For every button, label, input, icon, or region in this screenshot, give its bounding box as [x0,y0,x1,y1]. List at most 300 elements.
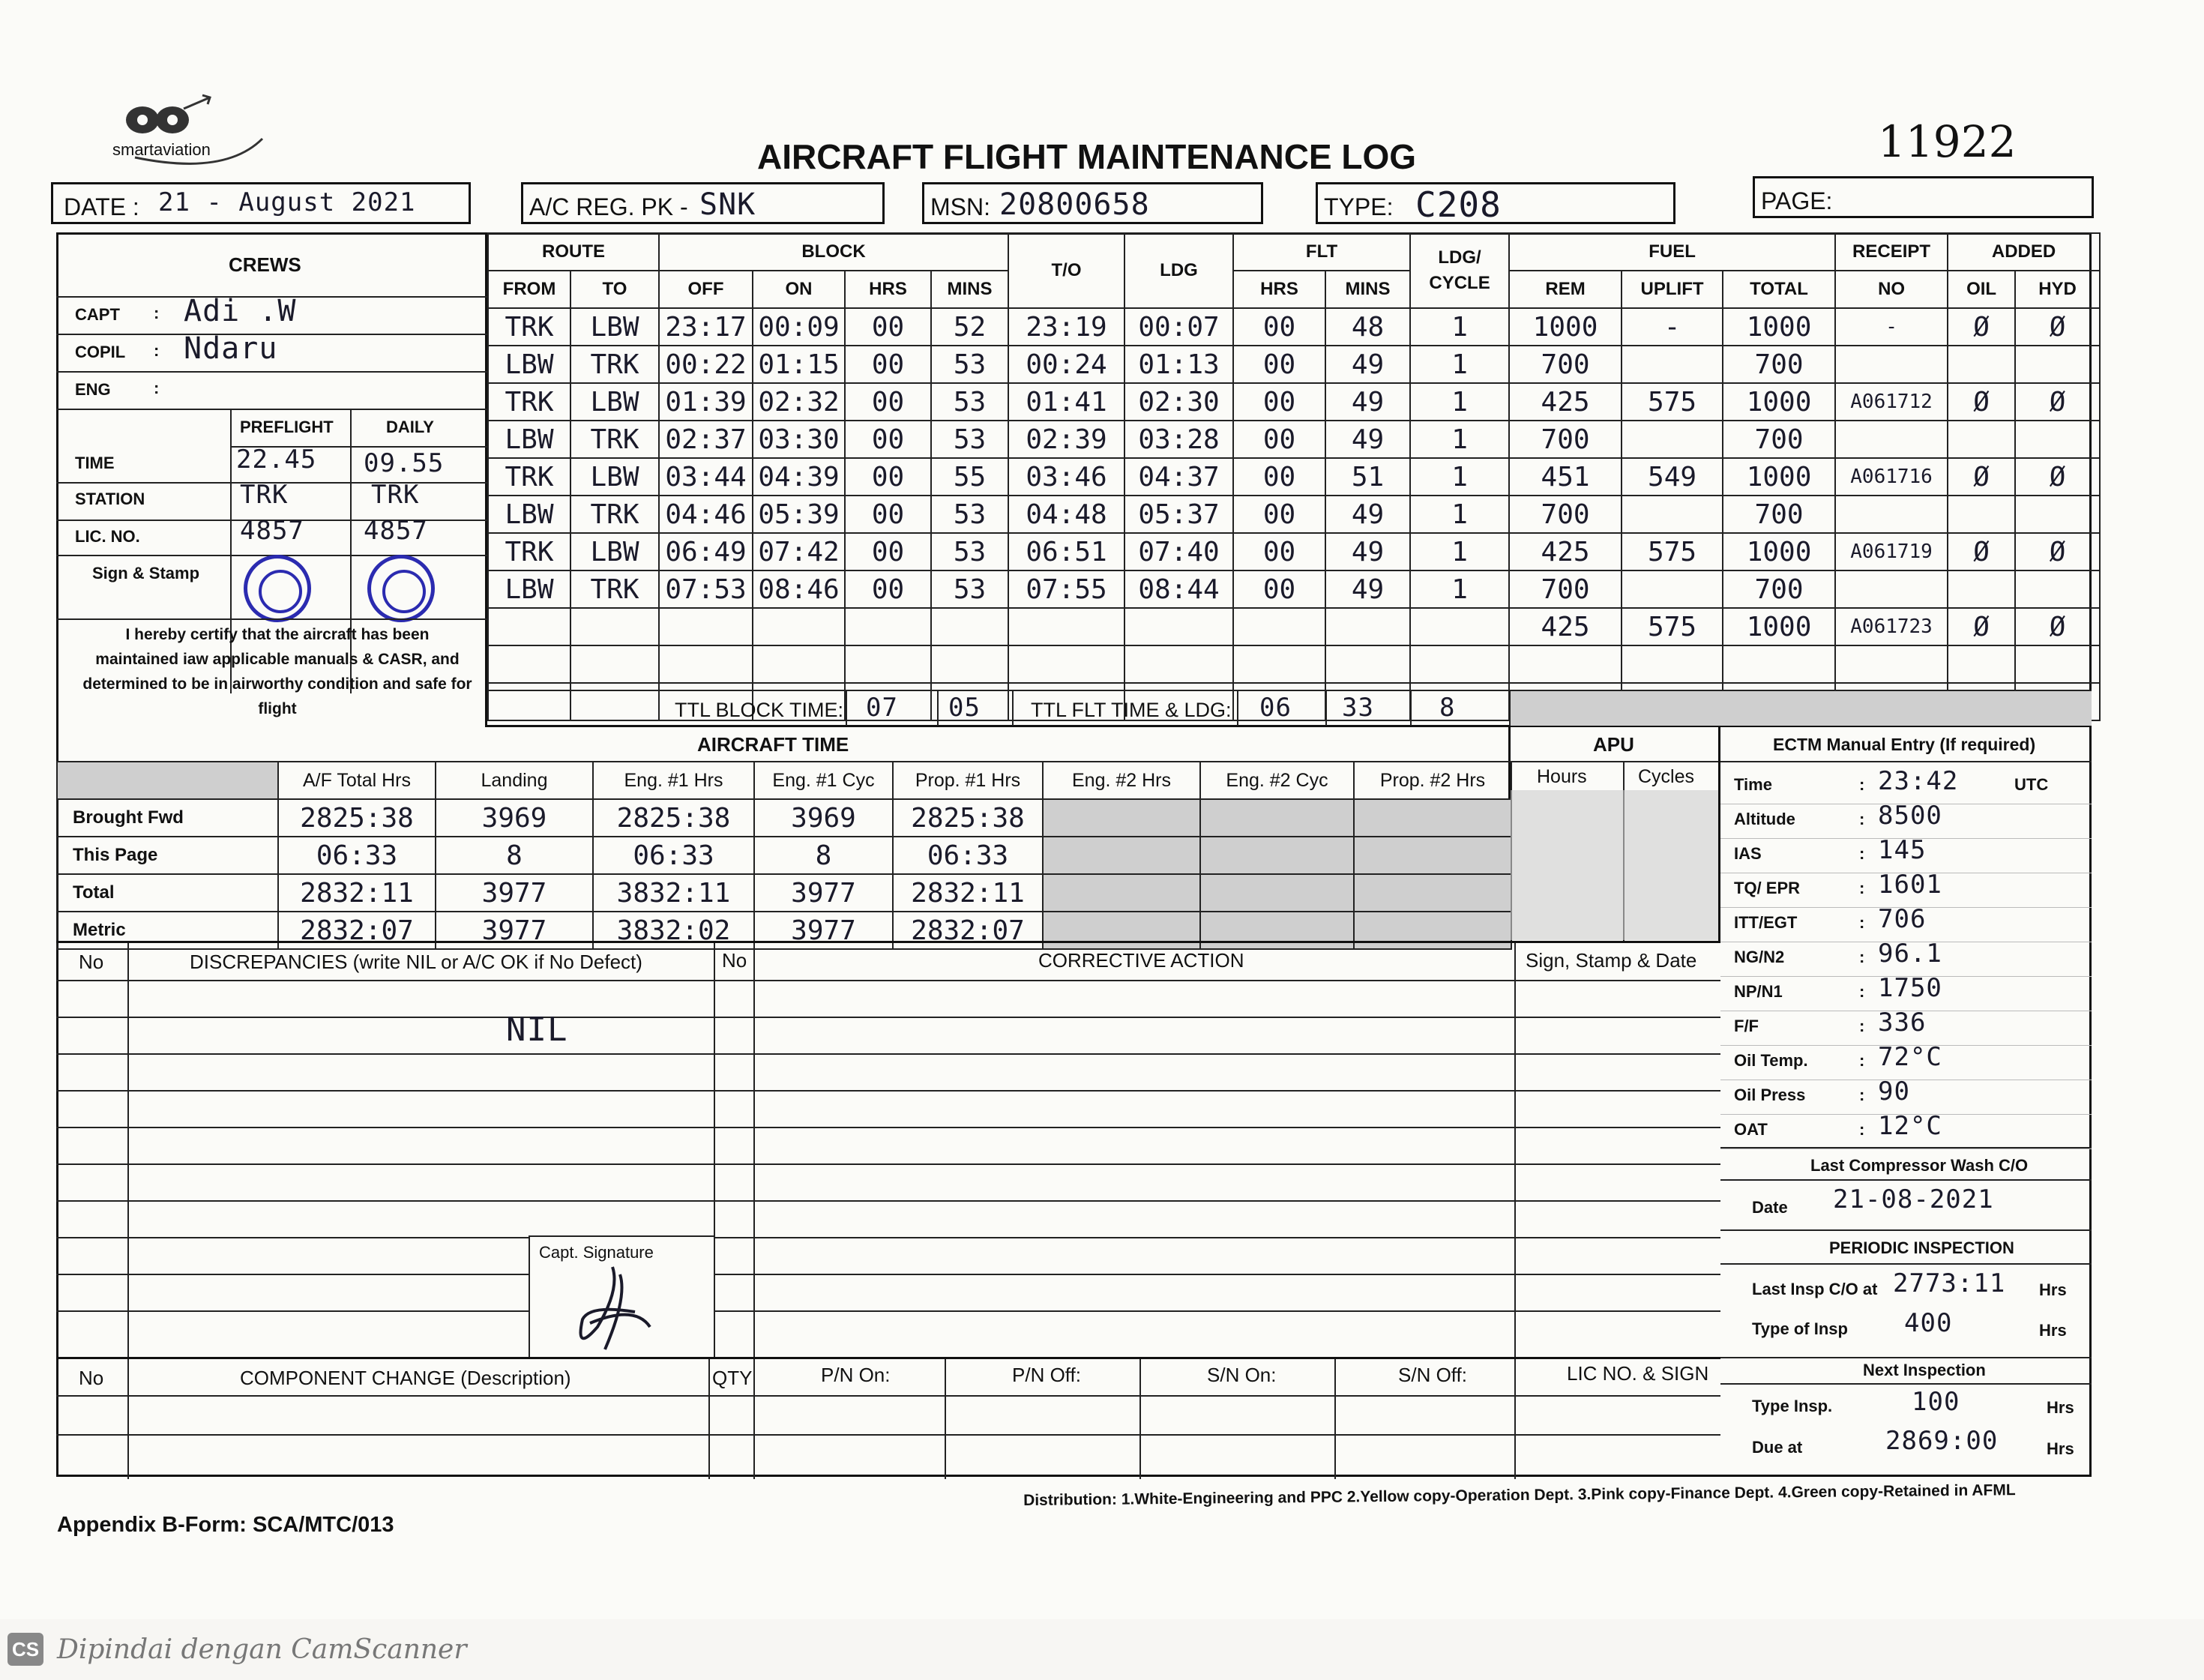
ectm-value: 23:42 [1878,766,1959,796]
at-cell: 06:33 [593,837,754,874]
at-cell [1200,799,1354,837]
cell-off [659,645,753,683]
periodic-title: PERIODIC INSPECTION [1829,1238,2014,1257]
at-cell: 3969 [436,799,593,837]
at-cell: 3977 [436,874,593,912]
cell-hyd [2015,346,2100,383]
cell-hyd: Ø [2015,608,2100,645]
cell-rem: 700 [1509,346,1622,383]
cell-on: 03:30 [753,421,845,458]
cell-block-hrs: 00 [845,458,931,496]
type-box [1316,182,1675,224]
ectm-label: TQ/ EPR [1734,879,1801,897]
cell-uplift [1622,346,1723,383]
cell-from: LBW [488,496,570,533]
at-cell: 2825:38 [593,799,754,837]
cell-flt-hrs [1233,645,1325,683]
mins-header: MINS [931,271,1008,308]
capt-signature-box [529,1235,714,1359]
cell-flt-hrs: 00 [1233,533,1325,570]
discrepancy-rule [714,1237,1720,1238]
cell-hyd: Ø [2015,458,2100,496]
flight-row [488,308,2100,346]
at-cell [1043,799,1200,837]
ectm-label: Oil Temp. [1734,1051,1808,1070]
uplift-header: UPLIFT [1622,271,1723,308]
logo-text: smartaviation [112,140,211,159]
cell-ldg-cycle: 1 [1410,383,1509,421]
cell-uplift: - [1622,308,1723,346]
cell-block-mins [931,608,1008,645]
cell-flt-hrs [1233,608,1325,645]
type-value: C208 [1415,184,1502,225]
cell-block-hrs [845,645,931,683]
cell-off: 07:53 [659,570,753,608]
ectm-value: 12°C [1878,1111,1942,1141]
cell-hyd: Ø [2015,383,2100,421]
cell-oil [1948,496,2015,533]
cell-to [570,645,659,683]
from-header: FROM [488,271,570,308]
ectm-value: 90 [1878,1077,1910,1107]
flight-row [488,570,2100,608]
cell-rem: 425 [1509,533,1622,570]
cell-on: 04:39 [753,458,845,496]
total-header: TOTAL [1723,271,1835,308]
type-insp-value: 400 [1904,1308,1953,1338]
cell-receipt-no [1835,496,1948,533]
cell-to: LBW [570,308,659,346]
corrective-action-label: CORRECTIVE ACTION [1038,949,1244,972]
hrs-header: HRS [845,271,931,308]
cell-block-mins [931,645,1008,683]
cell-ldg: 01:13 [1124,346,1233,383]
cell-block-mins: 53 [931,383,1008,421]
at-cell [1200,874,1354,912]
at-cell [1354,837,1511,874]
discrepancy-rule [56,1090,1720,1092]
flight-row [488,458,2100,496]
ectm-label: IAS [1734,844,1762,863]
flight-log-table [487,232,2101,721]
ectm-value: 1750 [1878,973,1942,1003]
cell-ldg-cycle: 1 [1410,308,1509,346]
pn-off-label: P/N Off: [1012,1364,1081,1386]
cell-off: 23:17 [659,308,753,346]
cell-rem: 425 [1509,608,1622,645]
cell-oil [1948,421,2015,458]
sn-on-label: S/N On: [1207,1364,1277,1386]
at-cell: 3977 [436,912,593,949]
ectm-panel [1720,727,2092,1477]
daily-label: DAILY [386,418,434,436]
discrepancy-entry: NIL [506,1011,568,1049]
date-box [51,182,471,224]
cell-uplift: 575 [1622,608,1723,645]
discrepancy-rule [714,1310,1720,1312]
fuel-header: FUEL [1509,233,1835,271]
cell-from: LBW [488,570,570,608]
ectm-colon: : [1859,1051,1865,1070]
cell-fuel-total: 700 [1723,346,1835,383]
receipt-no-header: NO [1835,271,1948,308]
cell-t-o: 04:48 [1008,496,1124,533]
cell-from: LBW [488,346,570,383]
cell-on: 00:09 [753,308,845,346]
copil-label: COPIL [75,343,126,361]
ectm-colon: : [1859,982,1865,1001]
cell-off: 03:44 [659,458,753,496]
cell-off: 02:37 [659,421,753,458]
cell-fuel-total: 700 [1723,570,1835,608]
off-header: OFF [659,271,753,308]
flight-row [488,383,2100,421]
cell-ldg: 08:44 [1124,570,1233,608]
at-row-label: Brought Fwd [57,799,278,837]
aircraft-time-row [57,874,1511,912]
flt-hrs-header: HRS [1233,271,1325,308]
cell-hyd [2015,645,2100,683]
cell-flt-hrs: 00 [1233,458,1325,496]
to-header: T/O [1008,233,1124,308]
cell-oil: Ø [1948,383,2015,421]
cell-from: LBW [488,421,570,458]
cell-fuel-total: 1000 [1723,533,1835,570]
comp-desc-label: COMPONENT CHANGE (Description) [240,1367,571,1389]
cell-uplift: 575 [1622,533,1723,570]
cell-block-hrs: 00 [845,421,931,458]
msn-value: 20800658 [999,187,1150,222]
cell-t-o: 03:46 [1008,458,1124,496]
cell-flt-hrs: 00 [1233,308,1325,346]
cell-oil: Ø [1948,608,2015,645]
cell-oil: Ø [1948,308,2015,346]
ectm-colon: : [1859,879,1865,897]
cell-ldg: 05:37 [1124,496,1233,533]
ectm-value: 145 [1878,835,1927,865]
cell-receipt-no [1835,645,1948,683]
cell-hyd [2015,421,2100,458]
cell-flt-mins: 51 [1325,458,1410,496]
date-label: DATE : [64,193,139,220]
flight-row [488,496,2100,533]
ectm-colon: : [1859,948,1865,966]
cell-receipt-no [1835,570,1948,608]
pn-on-label: P/N On: [821,1364,891,1386]
aircraft-time-row [57,799,1511,837]
cell-ldg: 02:30 [1124,383,1233,421]
ectm-colon: : [1859,844,1865,863]
cell-to: TRK [570,496,659,533]
cell-to: LBW [570,458,659,496]
ttl-block-label: TTL BLOCK TIME: [675,699,844,721]
sn-off-label: S/N Off: [1398,1364,1467,1386]
scanner-text: Dipindai dengan CamScanner [57,1634,467,1665]
cell-fuel-total: 700 [1723,496,1835,533]
ectm-colon: : [1859,1120,1865,1139]
cell-block-hrs [845,608,931,645]
ectm-colon: : [1859,810,1865,828]
ectm-label: NP/N1 [1734,982,1783,1001]
station-daily: TRK [371,480,420,510]
flight-row [488,608,2100,645]
totals-row [487,690,2092,727]
reg-value: SNK [699,187,756,222]
compressor-date-value: 21-08-2021 [1833,1184,1994,1214]
cell-t-o: 23:19 [1008,308,1124,346]
cell-on [753,608,845,645]
cell-fuel-total: 1000 [1723,458,1835,496]
station-label: STATION [75,490,145,508]
cell-ldg-cycle [1410,608,1509,645]
ttl-flt-hrs: 06 [1259,693,1292,723]
at-cell: 3977 [754,874,893,912]
at-cell: 3832:11 [593,874,754,912]
comp-no-label: No [79,1367,104,1389]
eng-label: ENG [75,380,111,399]
cell-block-mins: 52 [931,308,1008,346]
cell-t-o: 01:41 [1008,383,1124,421]
at-cell: 2832:11 [278,874,436,912]
rem-header: REM [1509,271,1622,308]
cell-off [659,608,753,645]
ectm-label: NG/N2 [1734,948,1785,966]
cell-block-hrs: 00 [845,383,931,421]
cell-block-hrs: 00 [845,570,931,608]
ectm-value: 8500 [1878,801,1942,831]
at-col-header: A/F Total Hrs [278,762,436,799]
cell-t-o: 06:51 [1008,533,1124,570]
page-label: PAGE: [1761,187,1833,214]
on-header: ON [753,271,845,308]
preflight-label: PREFLIGHT [240,418,334,436]
cell-flt-hrs: 00 [1233,570,1325,608]
certify-text: I hereby certify that the aircraft has been maintained iaw applicable manuals & CASR, and determined to be in airworthy condition and safe for flight [82,626,472,717]
distribution-note: Distribution: 1.White-Engineering and PPC 2.Yellow copy-Operation Dept. 3.Pink copy-Finance Dept. 4.Green copy-Retained in AFML [1023,1481,2016,1509]
aircraft-time-table [56,761,1512,950]
page-title: AIRCRAFT FLIGHT MAINTENANCE LOG [757,137,1417,176]
cell-fuel-total: 1000 [1723,383,1835,421]
cell-oil [1948,570,2015,608]
cell-fuel-total: 700 [1723,421,1835,458]
capt-label: CAPT [75,305,120,324]
capt-signature-icon [545,1259,680,1357]
lic-label: LIC. NO. [75,527,140,546]
cell-fuel-total: 1000 [1723,308,1835,346]
cell-on: 01:15 [753,346,845,383]
cell-flt-mins: 48 [1325,308,1410,346]
component-section [56,1357,1720,1477]
discrepancy-rule [56,1163,1720,1165]
at-col-header: Landing [436,762,593,799]
cell-receipt-no [1835,346,1948,383]
ectm-value: 1601 [1878,870,1942,900]
next-type-value: 100 [1912,1387,1960,1417]
cell-on: 05:39 [753,496,845,533]
cell-flt-mins: 49 [1325,496,1410,533]
at-cell: 2832:11 [893,874,1043,912]
cell-to [570,608,659,645]
cell-to: LBW [570,383,659,421]
cell-from: TRK [488,383,570,421]
discrepancy-rule [56,1310,529,1312]
ttl-block-mins: 05 [948,693,981,723]
cell-hyd [2015,496,2100,533]
compressor-date-label: Date [1752,1198,1788,1217]
flight-row [488,533,2100,570]
at-cell: 06:33 [278,837,436,874]
ectm-value: 72°C [1878,1042,1942,1072]
cell-ldg-cycle: 1 [1410,496,1509,533]
at-cell: 06:33 [893,837,1043,874]
last-insp-hrs: Hrs [2039,1280,2067,1299]
cell-receipt-no: - [1835,308,1948,346]
stamp-daily-icon [367,555,435,622]
next-type-label: Type Insp. [1752,1397,1833,1415]
route-header: ROUTE [488,233,659,271]
due-value: 2869:00 [1885,1426,1999,1456]
cell-rem: 425 [1509,383,1622,421]
cell-rem: 1000 [1509,308,1622,346]
due-label: Due at [1752,1438,1803,1457]
at-col-header: Eng. #1 Cyc [754,762,893,799]
ectm-value: 706 [1878,904,1927,934]
cell-oil [1948,346,2015,383]
cell-to: TRK [570,570,659,608]
at-cell: 2825:38 [278,799,436,837]
cell-ldg-cycle: 1 [1410,533,1509,570]
at-cell: 2832:07 [278,912,436,949]
cell-block-mins: 53 [931,570,1008,608]
cell-receipt-no: A061716 [1835,458,1948,496]
cell-ldg-cycle: 1 [1410,458,1509,496]
ttl-flt-label: TTL FLT TIME & LDG: [1031,699,1232,721]
cell-rem: 700 [1509,496,1622,533]
cell-uplift: 575 [1622,383,1723,421]
cell-flt-hrs: 00 [1233,496,1325,533]
at-cell [1043,837,1200,874]
cell-t-o [1008,645,1124,683]
discrepancy-rule [56,1127,1720,1128]
crews-title: CREWS [229,253,301,276]
cell-block-hrs: 00 [845,496,931,533]
form-number: 11922 [1878,116,2017,167]
cell-uplift: 549 [1622,458,1723,496]
cell-t-o: 02:39 [1008,421,1124,458]
ectm-colon: : [1859,913,1865,932]
added-header: ADDED [1948,233,2100,271]
cell-off: 04:46 [659,496,753,533]
next-title: Next Inspection [1863,1361,1986,1379]
ldg-header: LDG [1124,233,1233,308]
last-insp-value: 2773:11 [1893,1268,2006,1298]
aircraft-time-title: AIRCRAFT TIME [697,733,849,756]
cell-flt-hrs: 00 [1233,346,1325,383]
cell-block-hrs: 00 [845,533,931,570]
type-insp-hrs: Hrs [2039,1321,2067,1340]
cell-uplift [1622,421,1723,458]
cell-to: LBW [570,533,659,570]
msn-label: MSN: [930,193,990,220]
cell-flt-hrs: 00 [1233,421,1325,458]
cell-ldg [1124,645,1233,683]
cell-uplift [1622,496,1723,533]
discrepancy-section [56,941,1720,1357]
cell-from [488,645,570,683]
due-hrs: Hrs [2047,1439,2074,1458]
at-cell: 2832:07 [893,912,1043,949]
at-cell: 2825:38 [893,799,1043,837]
flt-mins-header: MINS [1325,271,1410,308]
cell-t-o: 07:55 [1008,570,1124,608]
cell-rem: 451 [1509,458,1622,496]
lic-preflight: 4857 [240,516,304,546]
cell-flt-mins [1325,608,1410,645]
discrepancy-rule [56,1053,1720,1055]
cell-oil [1948,645,2015,683]
ectm-label: Oil Press [1734,1086,1806,1104]
cell-on: 08:46 [753,570,845,608]
cell-off: 06:49 [659,533,753,570]
corrective-no-label: No [722,949,747,972]
ectm-label: Altitude [1734,810,1795,828]
cell-ldg: 07:40 [1124,533,1233,570]
cell-ldg-cycle: 1 [1410,421,1509,458]
at-col-header: Prop. #1 Hrs [893,762,1043,799]
at-col-header: Eng. #1 Hrs [593,762,754,799]
time-label: TIME [75,454,115,472]
form-reference: Appendix B-Form: SCA/MTC/013 [57,1513,394,1537]
cell-block-mins: 53 [931,533,1008,570]
cell-on [753,645,845,683]
cell-oil: Ø [1948,533,2015,570]
at-col-header: Eng. #2 Hrs [1043,762,1200,799]
lic-sign-label: LIC NO. & SIGN [1567,1362,1709,1385]
cell-flt-mins: 49 [1325,346,1410,383]
cell-flt-mins [1325,645,1410,683]
reg-box [521,182,885,224]
oil-header: OIL [1948,271,2015,308]
cell-block-mins: 53 [931,496,1008,533]
cell-from: TRK [488,458,570,496]
sign-stamp-label: Sign & Stamp [92,564,200,582]
cell-ldg-cycle: 1 [1410,570,1509,608]
discrepancy-rule [56,1237,529,1238]
cell-hyd [2015,570,2100,608]
ectm-label: OAT [1734,1120,1768,1139]
cell-from: TRK [488,533,570,570]
at-cell: 3969 [754,799,893,837]
at-cell: 8 [436,837,593,874]
ectm-rule [1720,1148,2092,1149]
cell-receipt-no [1835,421,1948,458]
cell-block-mins: 53 [931,346,1008,383]
cell-off: 01:39 [659,383,753,421]
ectm-label: ITT/EGT [1734,913,1798,932]
cell-from: TRK [488,308,570,346]
cell-from [488,608,570,645]
type-label: TYPE: [1324,193,1394,220]
cell-receipt-no: A061723 [1835,608,1948,645]
time-daily: 09.55 [364,448,445,478]
ectm-label: Time [1734,775,1772,794]
flight-row [488,645,2100,683]
cell-block-hrs: 00 [845,346,931,383]
last-insp-label: Last Insp C/O at [1752,1280,1878,1298]
flt-header: FLT [1233,233,1410,271]
aircraft-time-row [57,837,1511,874]
comp-qty-label: QTY [712,1367,753,1389]
